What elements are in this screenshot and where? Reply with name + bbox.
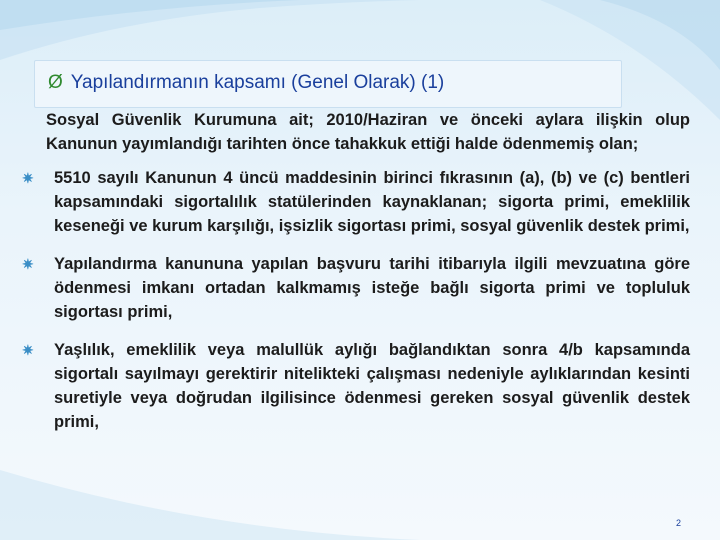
bullet-text: Yaşlılık, emeklilik veya malullük aylığı bağlandıktan sonra 4/b kapsamında sigortalı sayılmayı gerektirir nitelikteki çalışması nedeniyle aylıklarından kesinti suretiyle veya doğrudan ilgilisince ödenmesi gereken sosyal güvenlik destek primi, bbox=[54, 341, 690, 431]
title-arrow-icon: Ø bbox=[48, 72, 63, 93]
bullet-text: Yapılandırma kanununa yapılan başvuru tarihi itibarıyla ilgili mevzuatına göre ödenmesi imkanı ortadan kalkmamış isteğe bağlı sigorta primi ve topluluk sigortası primi, bbox=[54, 255, 690, 321]
slide-content bbox=[22, 108, 690, 448]
bullet-icon: ✷ bbox=[22, 342, 34, 358]
list-item bbox=[22, 252, 690, 324]
title-text: Yapılandırmanın kapsamı (Genel Olarak) (1) bbox=[70, 72, 445, 93]
bullet-text: 5510 sayılı Kanunun 4 üncü maddesinin birinci fıkrasının (a), (b) ve (c) bentleri kapsamındaki sigortalılık statülerinden kaynaklanan; sigorta primi, emeklilik keseneği ve kurum karşılığı, işsizlik sigortası primi, sosyal güvenlik destek primi, bbox=[54, 169, 690, 235]
bullet-icon: ✷ bbox=[22, 170, 34, 186]
intro-paragraph: Sosyal Güvenlik Kurumuna ait; 2010/Haziran ve önceki aylara ilişkin olup Kanunun yayımlandığı tarihten önce tahakkuk ettiği halde ödenmemiş olan; bbox=[46, 111, 690, 153]
bullet-icon: ✷ bbox=[22, 256, 34, 272]
list-item bbox=[22, 338, 690, 434]
slide-title bbox=[48, 72, 648, 94]
page-number: 2 bbox=[676, 518, 682, 528]
list-item bbox=[22, 166, 690, 238]
